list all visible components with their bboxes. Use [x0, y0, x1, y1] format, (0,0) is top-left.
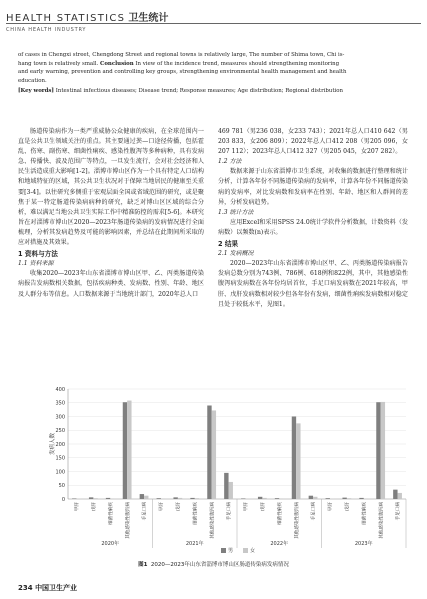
abstract-line-1: of cases in Chengxi street, Chengdong Street and regional towns is relatively large, The number of Shima town, Chi is- [18, 52, 345, 58]
bar-male [157, 498, 161, 499]
legend-swatch-male [221, 548, 226, 553]
keywords [18, 87, 408, 96]
bar-female [212, 410, 216, 499]
y-tick-label: 150 [55, 455, 65, 462]
figure-caption [0, 560, 427, 568]
bar-male [123, 402, 127, 499]
x-category-label: 细菌性痢疾 [193, 502, 199, 525]
overview-paragraph: 2020—2023年山东省淄博市博山区甲、乙、丙类肠道传染病报告发病总数分别为743例、786例、618例和822例，其中，其他感染性腹泻病发病数在各年份均居首位，手足口病发病数在2021年较高，甲肝、戊肝发病数相对较少但各年份有发病，细菌性痢疾发病数相对稳定且处于较低水平，见图1。 [218, 260, 408, 308]
subsection-heading-overview: 2.1 发病概况 [218, 250, 254, 258]
bar-male [173, 497, 177, 499]
right-column [218, 127, 408, 310]
x-category-label: 其他感染性腹泻病 [125, 502, 131, 539]
x-year-label: 2020年 [101, 541, 120, 547]
bar-male [258, 497, 262, 499]
bar-female [347, 498, 351, 499]
bar-male [376, 402, 380, 499]
x-category-label: 手足口病 [396, 502, 402, 521]
x-category-label: 细菌性痢疾 [108, 502, 114, 525]
intro-paragraph: 肠道传染病作为一类严重威胁公众健康的疾病，在全球范围内一直是公共卫生领域关注的重点。其主要通过粪—口途径传播，包括霍乱、伤寒、副伤寒、细菌性痢疾、感染性腹泻等多种病种，具有发病急、传播快、波及范围广等特点，一旦发生流行，会对社会经济和人民生活造成重大影响[1-2]。淄博市博山区作为一个具有特定人口结构和地域特征的区域，其公共卫生状况对于保障当地居民的健康至关重要[3-4]。以往研究多侧重于宏观层面全国或省域范围的研究，或是聚焦于某一特定肠道传染病病种的研究，缺乏对博山区区域的综合分析，难以满足当地公共卫生实际工作中精准防控的需求[5-6]。本研究旨在对淄博市博山区2020—2023年肠道传染病的发病情况进行全面梳理，分析其发病趋势及可能的影响因素，并总结在此期间所采取的应对措施及其效果。 [18, 128, 204, 247]
figure-1 [16, 384, 411, 562]
bar-male [72, 498, 76, 499]
figure-caption-text: 2020—2023年山东省淄博市博山区肠道传染病发病情况 [150, 562, 289, 568]
bar-female [144, 496, 148, 499]
bar-female [195, 498, 199, 499]
header-subtitle: CHINA HEALTH INDUSTRY [6, 27, 87, 33]
bar-female [313, 497, 317, 499]
x-category-label: 戊肝 [91, 502, 97, 512]
bar-female [364, 498, 368, 499]
bar-female [279, 498, 283, 499]
legend-label: 男 [228, 548, 234, 554]
stats-paragraph: 应用Excel和采用SPSS 24.0统计学软件分析数据，计数资料（发病数）以频数(n)表示。 [218, 218, 408, 236]
x-year-label: 2021年 [185, 541, 204, 547]
keywords-label: [Key words] [18, 87, 54, 94]
bar-male [393, 490, 397, 499]
y-tick-label: 200 [55, 441, 65, 448]
journal-name: 中国卫生产业 [35, 584, 78, 592]
bar-female [381, 402, 385, 499]
abstract-line-2-pre: hang town is relatively small. [18, 60, 101, 67]
method-paragraph: 数据来源于山东省淄博市卫生系统，对收集的数据进行整理和统计分析，计算各年份不同肠道传染病的发病率，计算各年份不同肠道传染病的发病率，对比发病数和发病率在性别、年龄、地区和人群间的差异，分析发病趋势。 [218, 168, 408, 206]
y-tick-label: 300 [55, 414, 65, 421]
page-folio [18, 583, 77, 593]
x-category-label: 手足口病 [311, 502, 317, 521]
bar-male [326, 498, 330, 499]
bar-female [296, 423, 300, 499]
keywords-text: Intestinal infectious diseases; Disease trend; Response measures; Age distribution; Regional distribution [54, 87, 343, 94]
y-tick-label: 250 [55, 428, 65, 435]
x-year-label: 2023年 [354, 541, 373, 547]
bar-female [127, 401, 131, 499]
subsection-heading-stats: 1.3 统计方法 [218, 208, 254, 216]
page-number: 234 [18, 584, 33, 592]
abstract-line-2-post: In view of the incidence trend, measures should strengthening monitoring [133, 60, 340, 67]
bar-male [309, 496, 313, 499]
x-category-label: 甲肝 [159, 502, 165, 512]
legend-swatch-female [243, 548, 248, 553]
x-category-label: 戊肝 [176, 502, 182, 512]
bar-female [110, 498, 114, 499]
bar-female [178, 498, 182, 499]
bar-male [106, 498, 110, 499]
y-tick-label: 400 [55, 386, 65, 393]
subsection-heading-source: 1.1 资料来源 [18, 260, 54, 268]
bar-male [224, 473, 228, 499]
population-paragraph: 469 781（男236 038，女233 743）；2021年总人口410 642（男203 833，女206 809）；2022年总人口412 208（男205 096，女207 112）；2023年总人口412 327（男205 045，女207 282）。 [218, 128, 408, 156]
bar-female [262, 498, 266, 499]
x-category-label: 戊肝 [260, 502, 266, 512]
figure-label: 图1 [138, 562, 148, 568]
subsection-heading-method: 1.2 方法 [218, 158, 242, 166]
header-title-en: HEALTH STATISTICS [6, 13, 126, 24]
section-heading-results: 2 结果 [218, 240, 239, 249]
english-abstract [18, 51, 408, 96]
y-tick-label: 50 [58, 483, 65, 490]
x-category-label: 细菌性痢疾 [362, 502, 368, 525]
source-paragraph: 收集2020—2023年山东省淄博市博山区甲、乙、丙类肠道传染病报告发病数相关数据，包括疾病种类、发病数、性别、年龄、地区及人群分布等信息。人口数据来源于当地统计部门，2020年总人口 [18, 270, 204, 298]
left-column [18, 127, 204, 300]
bar-male [190, 498, 194, 499]
x-category-label: 细菌性痢疾 [277, 502, 283, 525]
abstract-line-2 [18, 60, 408, 69]
x-category-label: 戊肝 [345, 502, 351, 512]
conclusion-label: Conclusion [100, 60, 134, 67]
abstract-line-4: education. [18, 78, 47, 85]
y-tick-label: 0 [61, 496, 65, 503]
bar-female [229, 482, 233, 499]
bar-male [292, 417, 296, 500]
y-tick-label: 350 [55, 400, 65, 407]
bar-male [207, 406, 211, 500]
bar-male [342, 498, 346, 499]
x-category-label: 其他感染性腹泻病 [379, 502, 385, 539]
bar-female [161, 498, 165, 499]
x-category-label: 手足口病 [227, 502, 233, 521]
section-heading-materials: 1 资料与方法 [18, 250, 58, 259]
x-category-label: 其他感染性腹泻病 [294, 502, 300, 539]
bar-male [359, 498, 363, 499]
x-category-label: 手足口病 [142, 502, 148, 521]
bar-chart [16, 384, 411, 560]
header-title-cn: 卫生统计 [128, 13, 169, 24]
x-category-label: 甲肝 [244, 502, 250, 512]
x-year-label: 2022年 [270, 541, 289, 547]
header-rule [6, 23, 421, 24]
abstract-line-3: and early warning, prevention and controlling key groups, strengthening environmental health management and health [18, 69, 347, 76]
y-axis-label: 发病人数 [50, 432, 56, 456]
x-category-label: 甲肝 [75, 502, 81, 512]
x-category-label: 甲肝 [328, 502, 334, 512]
bar-male [275, 498, 279, 499]
header-title [6, 9, 168, 24]
bar-male [89, 497, 93, 499]
bar-male [241, 498, 245, 499]
y-tick-label: 100 [55, 469, 65, 476]
legend-label: 女 [250, 548, 256, 554]
x-category-label: 其他感染性腹泻病 [210, 502, 216, 539]
bar-female [398, 493, 402, 499]
bar-male [140, 494, 144, 499]
bar-female [93, 498, 97, 499]
